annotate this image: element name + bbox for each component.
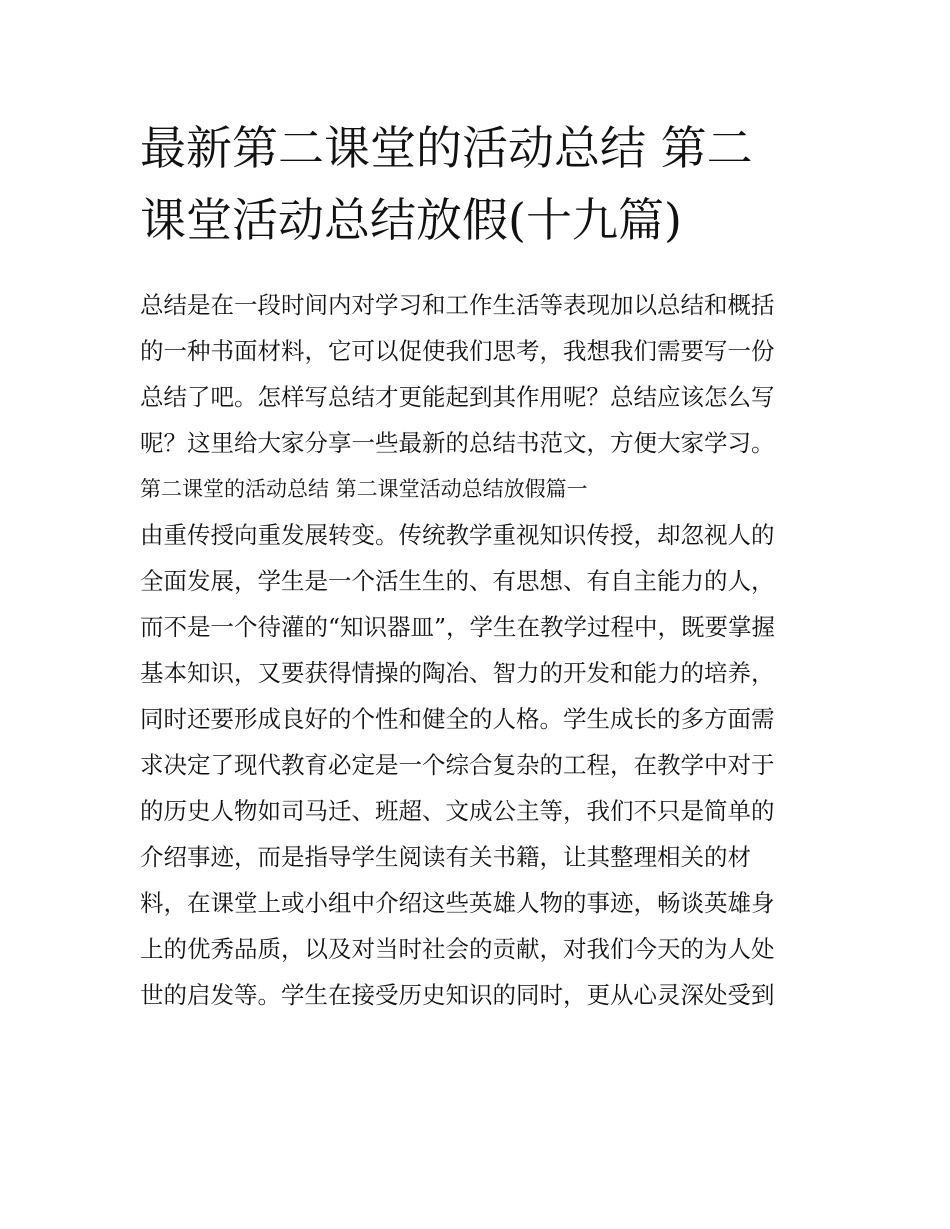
- intro-line-2: 的一种书面材料，它可以促使我们思考，我想我们需要写一份: [140, 337, 775, 365]
- intro-line-1: 总结是在一段时间内对学习和工作生活等表现加以总结和概括: [140, 291, 775, 319]
- document-title: [140, 112, 820, 256]
- section-heading: 第二课堂的活动总结 第二课堂活动总结放假篇一: [140, 477, 588, 501]
- section-line-5: 同时还要形成良好的个性和健全的人格。学生成长的多方面需: [140, 705, 775, 733]
- title-line-2: 课堂活动总结放假(十九篇): [140, 193, 682, 247]
- section-line-4: 基本知识，又要获得情操的陶冶、智力的开发和能力的培养，: [140, 659, 775, 687]
- section-line-3: 而不是一个待灌的“知识器皿”，学生在教学过程中，既要掌握: [140, 613, 776, 641]
- document-body: [140, 282, 830, 1018]
- title-line-1: 最新第二课堂的活动总结 第二: [140, 121, 753, 175]
- section-line-2: 全面发展，学生是一个活生生的、有思想、有自主能力的人，: [140, 567, 775, 595]
- section-line-8: 介绍事迹，而是指导学生阅读有关书籍，让其整理相关的材: [140, 843, 751, 871]
- section-line-1: 由重传授向重发展转变。传统教学重视知识传授，却忽视人的: [140, 521, 775, 549]
- intro-line-3: 总结了吧。怎样写总结才更能起到其作用呢？总结应该怎么写: [140, 383, 775, 411]
- section-line-10: 上的优秀品质，以及对当时社会的贡献，对我们今天的为人处: [140, 935, 775, 963]
- section-line-7: 的历史人物如司马迁、班超、文成公主等，我们不只是简单的: [140, 797, 775, 825]
- section-line-9: 料，在课堂上或小组中介绍这些英雄人物的事迹，畅谈英雄身: [140, 889, 775, 917]
- intro-line-4: 呢？这里给大家分享一些最新的总结书范文，方便大家学习。: [140, 429, 775, 457]
- section-line-6: 求决定了现代教育必定是一个综合复杂的工程，在教学中对于: [140, 751, 775, 779]
- section-line-11: 世的启发等。学生在接受历史知识的同时，更从心灵深处受到: [140, 981, 775, 1009]
